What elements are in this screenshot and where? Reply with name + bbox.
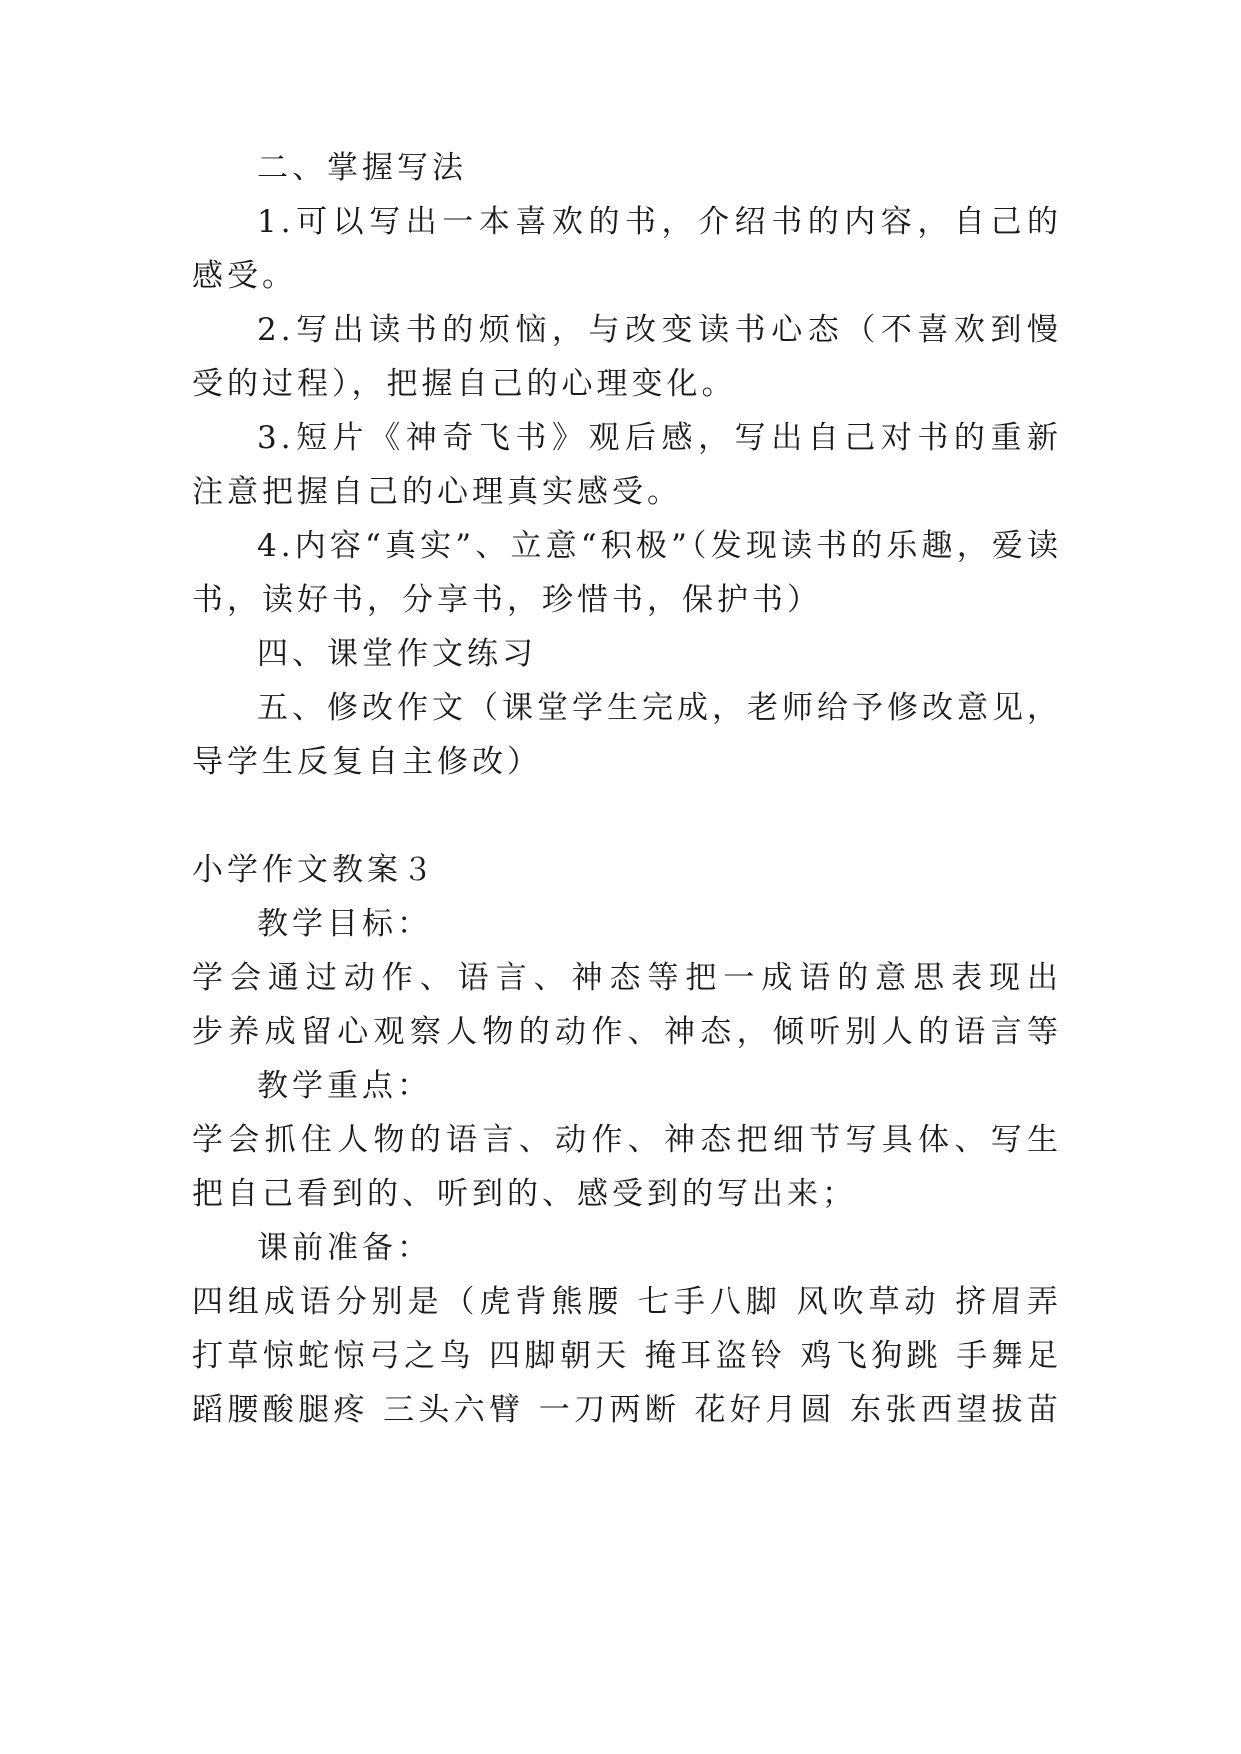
paragraph-line: 书，读好书，分享书，珍惜书，保护书） xyxy=(192,582,822,618)
paragraph-line: 4.内容“真实”、立意“积极”（发现读书的乐趣，爱读 xyxy=(257,528,1062,564)
goals-label: 教学目标： xyxy=(257,906,432,942)
section-heading-master-writing: 二、掌握写法 xyxy=(257,150,467,186)
paragraph-line: 四组成语分别是（虎背熊腰 七手八脚 风吹草动 挤眉弄 xyxy=(192,1284,1062,1320)
paragraph-line: 感受。 xyxy=(192,258,297,294)
paragraph-line: 1.可以写出一本喜欢的书，介绍书的内容，自己的 xyxy=(257,204,1062,240)
paragraph-line: 注意把握自己的心理真实感受。 xyxy=(192,474,682,510)
paragraph-line: 2.写出读书的烦恼，与改变读书心态（不喜欢到慢 xyxy=(257,312,1062,348)
paragraph-line: 五、修改作文（课堂学生完成，老师给予修改意见， xyxy=(257,690,1062,726)
focus-label: 教学重点： xyxy=(257,1068,432,1104)
paragraph-line: 打草惊蛇惊弓之鸟 四脚朝天 掩耳盗铃 鸡飞狗跳 手舞足 xyxy=(192,1338,1062,1374)
paragraph-line: 把自己看到的、听到的、感受到的写出来； xyxy=(192,1176,857,1212)
paragraph-line: 步养成留心观察人物的动作、神态，倾听别人的语言等 xyxy=(192,1014,1062,1050)
paragraph-line: 学会抓住人物的语言、动作、神态把细节写具体、写生 xyxy=(192,1122,1062,1158)
paragraph-line: 3.短片《神奇飞书》观后感，写出自己对书的重新 xyxy=(257,420,1062,456)
paragraph-line: 学会通过动作、语言、神态等把一成语的意思表现出 xyxy=(192,960,1062,996)
prep-label: 课前准备： xyxy=(257,1230,432,1266)
section-heading-classroom-practice: 四、课堂作文练习 xyxy=(257,636,537,672)
paragraph-line: 蹈腰酸腿疼 三头六臂 一刀两断 花好月圆 东张西望拔苗 xyxy=(192,1392,1062,1428)
paragraph-line: 受的过程），把握自己的心理变化。 xyxy=(192,366,737,402)
paragraph-line: 导学生反复自主修改） xyxy=(192,744,542,780)
lesson-title: 小学作文教案３ xyxy=(192,852,437,888)
